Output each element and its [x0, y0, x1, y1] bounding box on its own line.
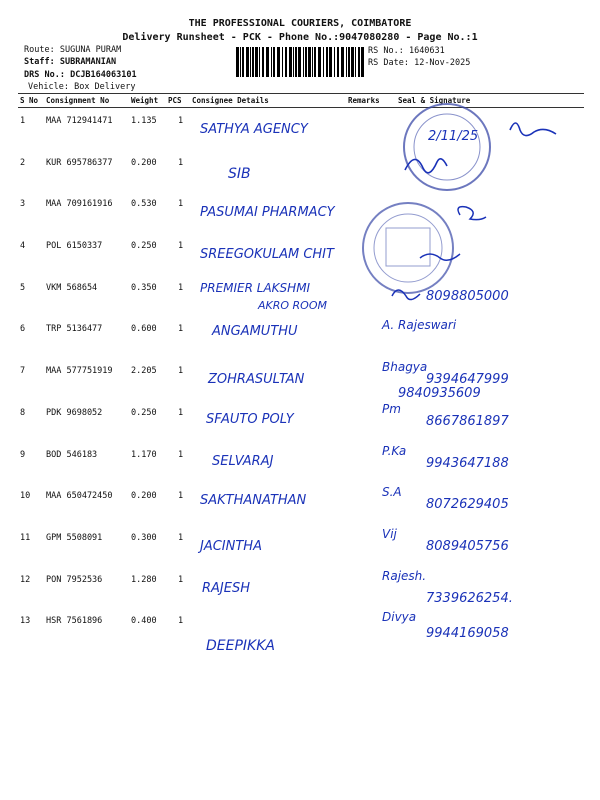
- barcode-bar: [314, 47, 316, 77]
- row-weight: 0.250: [131, 407, 157, 418]
- barcode-bar: [262, 47, 264, 77]
- row-sno: 10: [20, 491, 31, 502]
- table-row: [18, 275, 584, 317]
- handwritten-consignee: PASUMAI PHARMACY: [200, 205, 335, 221]
- row-consignment-no: GPM 5508091: [46, 532, 103, 543]
- barcode-bar: [293, 47, 294, 77]
- row-sno: 3: [20, 199, 26, 210]
- handwritten-signature: Pm: [382, 401, 401, 416]
- barcode-bar: [277, 47, 280, 77]
- row-pcs: 1: [178, 324, 184, 335]
- handwritten-consignee: SREEGOKULAM CHIT: [200, 247, 334, 263]
- rs-date-line: [368, 58, 470, 68]
- row-pcs: 1: [178, 366, 184, 377]
- handwritten-signature: A. Rajeswari: [382, 318, 457, 333]
- row-weight: 0.350: [131, 282, 157, 293]
- barcode-bar: [312, 47, 313, 77]
- handwritten-consignee-line2: AKRO ROOM: [258, 298, 327, 312]
- drs-label: DRS No.:: [24, 70, 65, 80]
- vehicle-label: Vehicle:: [28, 82, 69, 92]
- barcode-bar: [250, 47, 251, 77]
- handwritten-consignee: JACINTHA: [200, 538, 262, 554]
- table-row: [18, 108, 584, 150]
- col-sno: S No: [20, 96, 39, 105]
- barcode-bar: [289, 47, 292, 77]
- table-row: [18, 567, 584, 609]
- barcode-bar: [305, 47, 307, 77]
- col-consignment: Consignment No: [46, 96, 110, 105]
- barcode-bar: [358, 47, 360, 77]
- handwritten-signature: Vij: [382, 526, 397, 541]
- row-sno: 4: [20, 241, 26, 252]
- handwritten-consignee: RAJESH: [202, 580, 251, 596]
- staff-value: SUBRAMANIAN: [59, 57, 117, 67]
- table-row: [18, 608, 584, 655]
- barcode-bar: [308, 47, 311, 77]
- row-sno: 13: [20, 616, 31, 627]
- barcode-bar: [351, 47, 354, 77]
- handwritten-signature: Bhagya: [382, 360, 428, 375]
- company-title: THE PROFESSIONAL COURIERS, COIMBATORE: [188, 18, 412, 29]
- route-label: Route:: [24, 45, 55, 55]
- barcode-bar: [273, 47, 275, 77]
- rs-date-value: 12-Nov-2025: [414, 58, 471, 68]
- handwritten-phone: 8089405756: [426, 538, 509, 554]
- row-sno: 1: [20, 116, 26, 126]
- row-sno: 11: [20, 532, 31, 543]
- barcode-bar: [326, 47, 328, 77]
- table-row: [18, 316, 584, 358]
- vehicle-value: Box Delivery: [74, 82, 136, 92]
- row-pcs: 1: [178, 241, 184, 252]
- barcode-bar: [355, 47, 356, 77]
- handwritten-phone: 8072629405: [426, 497, 509, 513]
- row-pcs: 1: [178, 449, 184, 460]
- row-sno: 8: [20, 407, 26, 418]
- row-weight: 0.200: [131, 157, 157, 168]
- table-row: [18, 358, 584, 400]
- table-header: [18, 93, 584, 108]
- barcode-bar: [266, 47, 269, 77]
- barcode-bar: [255, 47, 258, 77]
- handwritten-phone: 8098805000: [426, 288, 509, 304]
- row-weight: 1.135: [131, 116, 157, 126]
- row-consignment-no: PDK 9698052: [46, 407, 103, 418]
- handwritten-consignee: SELVARAJ: [212, 453, 274, 469]
- row-consignment-no: PON 7952536: [46, 574, 103, 585]
- vehicle-line: [28, 82, 136, 92]
- row-consignment-no: KUR 695786377: [46, 157, 113, 168]
- row-weight: 0.530: [131, 199, 157, 210]
- handwritten-consignee: ZOHRASULTAN: [208, 372, 305, 388]
- row-weight: 1.280: [131, 574, 157, 585]
- row-sno: 7: [20, 366, 26, 377]
- drs-value: DCJB164063101: [70, 70, 137, 80]
- row-pcs: 1: [178, 282, 184, 293]
- row-consignment-no: MAA 650472450: [46, 491, 113, 502]
- col-pcs: PCS: [168, 96, 182, 105]
- barcode-bar: [271, 47, 272, 77]
- barcode-bar: [323, 47, 324, 77]
- table-row: [18, 191, 584, 233]
- barcode-bar: [318, 47, 321, 77]
- row-weight: 0.250: [131, 241, 157, 252]
- table-row: [18, 400, 584, 442]
- barcode-bar: [361, 47, 364, 77]
- table-row: [18, 525, 584, 567]
- table-row: [18, 442, 584, 484]
- barcode-bar: [295, 47, 297, 77]
- row-consignment-no: HSR 7561896: [46, 616, 103, 627]
- handwritten-consignee: SIB: [228, 165, 251, 182]
- barcode-bar: [236, 47, 239, 77]
- row-pcs: 1: [178, 616, 184, 627]
- barcode-bar: [303, 47, 304, 77]
- col-remarks: Remarks: [348, 96, 380, 105]
- col-seal: Seal & Signature: [398, 96, 471, 105]
- rs-date-label: RS Date:: [368, 58, 409, 68]
- route-line: [24, 45, 121, 55]
- row-pcs: 1: [178, 574, 184, 585]
- barcode-bar: [346, 47, 347, 77]
- barcode-bar: [259, 47, 260, 77]
- row-sno: 2: [20, 157, 26, 168]
- barcode-bar: [282, 47, 283, 77]
- row-pcs: 1: [178, 199, 184, 210]
- barcode-bar: [334, 47, 335, 77]
- barcode-bar: [246, 47, 249, 77]
- rs-no-line: [368, 46, 445, 56]
- barcode: [236, 47, 364, 77]
- row-pcs: 1: [178, 407, 184, 418]
- drs-line: [24, 70, 137, 80]
- rs-no-value: 1640631: [408, 46, 445, 56]
- row-sno: 6: [20, 324, 26, 335]
- handwritten-phone: 9944169058: [426, 626, 509, 642]
- handwritten-signature: Divya: [382, 610, 417, 625]
- handwritten-consignee: SFAUTO POLY: [206, 411, 294, 427]
- row-weight: 0.400: [131, 616, 157, 627]
- row-pcs: 1: [178, 116, 184, 126]
- row-sno: 5: [20, 282, 26, 293]
- handwritten-consignee: DEEPIKKA: [206, 638, 275, 655]
- staff-line: [24, 57, 116, 67]
- row-weight: 0.600: [131, 324, 157, 335]
- row-consignment-no: POL 6150337: [46, 241, 103, 252]
- barcode-bar: [329, 47, 332, 77]
- row-weight: 2.205: [131, 366, 157, 377]
- runsheet-subtitle: Delivery Runsheet - PCK - Phone No.:9047080280 - Page No.:1: [122, 32, 478, 43]
- row-consignment-no: VKM 568654: [46, 282, 98, 293]
- runsheet-table: [18, 93, 584, 655]
- row-weight: 1.170: [131, 449, 157, 460]
- barcode-bar: [252, 47, 254, 77]
- row-consignment-no: BOD 546183: [46, 449, 98, 460]
- barcode-bar: [298, 47, 301, 77]
- row-weight: 0.200: [131, 491, 157, 502]
- col-weight: Weight: [131, 96, 159, 105]
- row-consignment-no: TRP 5136477: [46, 324, 103, 335]
- route-value: SUGUNA PURAM: [59, 45, 122, 55]
- handwritten-phone: 9394647999: [426, 372, 509, 388]
- row-sno: 9: [20, 449, 26, 460]
- barcode-bar: [242, 47, 244, 77]
- row-consignment-no: MAA 577751919: [46, 366, 113, 377]
- handwritten-consignee: SAKTHANATHAN: [200, 493, 307, 509]
- barcode-bar: [240, 47, 241, 77]
- table-body: [18, 108, 584, 655]
- handwritten-phone: 8667861897: [426, 413, 509, 429]
- handwritten-signature: P.Ka: [382, 443, 407, 458]
- row-weight: 0.300: [131, 532, 157, 543]
- col-consignee: Consignee Details: [192, 96, 269, 105]
- row-pcs: 1: [178, 532, 184, 543]
- handwritten-signature: Rajesh.: [382, 568, 427, 583]
- table-row: [18, 233, 584, 275]
- handwritten-phone-2: 9840935609: [398, 386, 481, 402]
- handwritten-consignee: ANGAMUTHU: [212, 324, 298, 340]
- barcode-bar: [341, 47, 344, 77]
- handwritten-phone: 9943647188: [426, 455, 509, 471]
- staff-label: Staff:: [24, 57, 55, 67]
- handwritten-consignee: PREMIER LAKSHMI: [200, 280, 311, 295]
- row-pcs: 1: [178, 157, 184, 168]
- row-consignment-no: MAA 709161916: [46, 199, 113, 210]
- barcode-bar: [337, 47, 339, 77]
- row-sno: 12: [20, 574, 31, 585]
- handwritten-signature: S.A: [382, 485, 402, 500]
- handwritten-phone: 7339626254.: [426, 590, 513, 606]
- barcode-bar: [348, 47, 350, 77]
- barcode-bar: [285, 47, 287, 77]
- row-pcs: 1: [178, 491, 184, 502]
- table-row: [18, 483, 584, 525]
- rs-no-label: RS No.:: [368, 46, 404, 56]
- row-consignment-no: MAA 712941471: [46, 116, 113, 126]
- table-row: [18, 150, 584, 192]
- stamp-date: 2/11/25: [428, 129, 479, 144]
- handwritten-consignee: SATHYA AGENCY: [200, 122, 308, 137]
